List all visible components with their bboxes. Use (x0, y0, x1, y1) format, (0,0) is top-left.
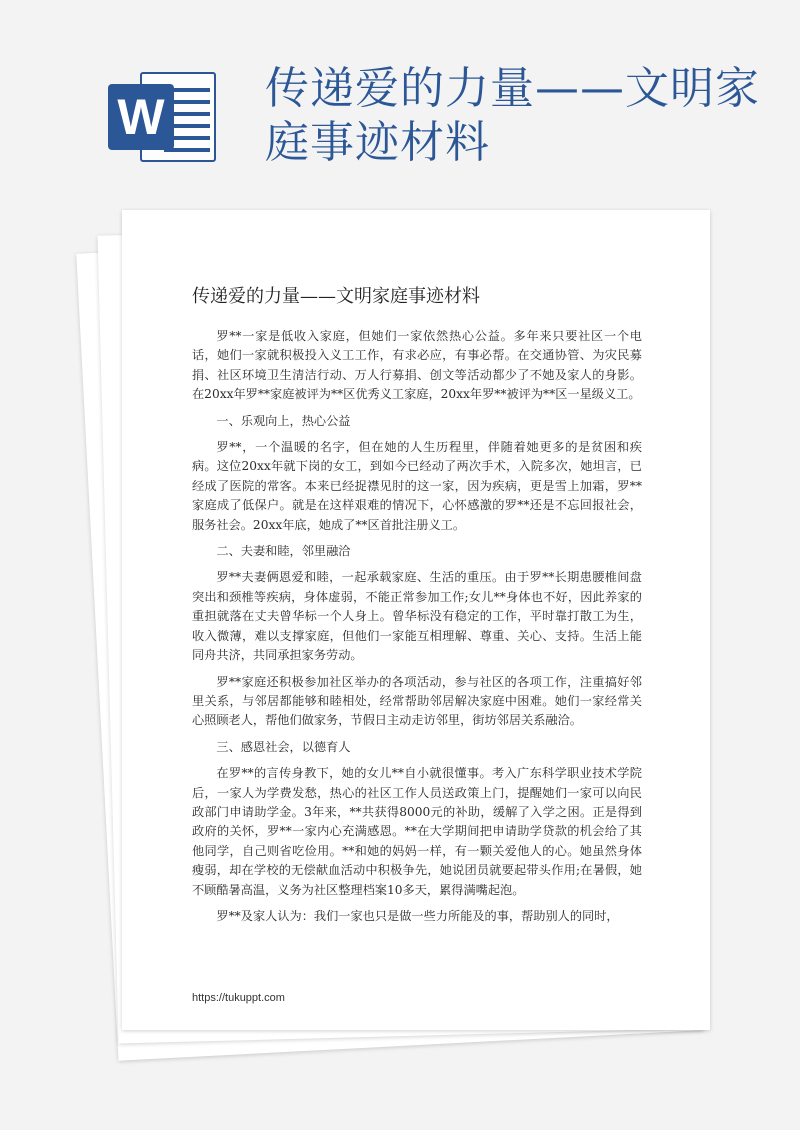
paragraph-section-1: 罗**，一个温暖的名字，但在她的人生历程里，伴随着她更多的是贫困和疾病。这位20xx年就下岗的女工，到如今已经动了两次手术，入院多次，她坦言，已经成了医院的常客。本来已经捉襟见肘的这一家，因为疾病，更是雪上加霜，罗**家庭成了低保户。就是在这样艰难的情况下，心怀感激的罗**还是不忘回报社会，服务社会。20xx年底，她成了**区首批注册义工。 (192, 440, 642, 532)
header (0, 0, 800, 205)
document-page (122, 210, 710, 1030)
section-heading-2: 二、夫妻和睦，邻里融洽 (216, 544, 351, 559)
section-heading-3: 三、感恩社会，以德育人 (216, 739, 351, 754)
paragraph-section-3: 在罗**的言传身教下，她的女儿**自小就很懂事。考入广东科学职业技术学院后，一家人为学费发愁，热心的社区工作人员送政策上门，提醒她们一家可以向民政部门申请助学金。3年来，**共获得8000元的补助，缓解了入学之困。正是得到政府的关怀，罗**一家内心充满感恩。**在大学期间把申请助学贷款的机会给了其他同学，自己则省吃俭用。**和她的妈妈一样，有一颗关爱他人的心。她虽然身体瘦弱，却在学校的无偿献血活动中积极争先，她说团员就要起带头作用;在暑假，她不顾酷暑高温，义务为社区整理档案10多天，累得满嘴起泡。 (192, 766, 642, 897)
source-url[interactable]: https://tukuppt.com (192, 992, 285, 1004)
paragraph-section-2a: 罗**夫妻俩恩爱和睦，一起承载家庭、生活的重压。由于罗**长期患腰椎间盘突出和颈椎等疾病，身体虚弱，不能正常参加工作;女儿**身体也不好，因此养家的重担就落在丈夫曾华标一个人身上。曾华标没有稳定的工作，平时靠打散工为生，收入微薄，难以支撑家庭，但他们一家能互相理解、尊重、关心、支持。生活上能同舟共济，共同承担家务劳动。 (192, 570, 642, 663)
word-letter-badge: W (108, 84, 174, 150)
word-document-icon (108, 72, 218, 162)
document-title: 传递爱的力量——文明家庭事迹材料 (192, 286, 480, 307)
paragraph-closing: 罗**及家人认为：我们一家也只是做一些力所能及的事，帮助别人的同时， (216, 908, 619, 923)
paragraph-intro: 罗**一家是低收入家庭，但她们一家依然热心公益。多年来只要社区一个电话，她们一家就积极投入义工工作，有求必应，有事必帮。在交通协管、为灾民募捐、社区环境卫生清洁行动、万人行募捐、创文等活动都少了不她及家人的身影。在20xx年罗**家庭被评为**区优秀义工家庭，20xx年罗**被评为**区一星级义工。 (192, 329, 642, 402)
paragraph-section-2b: 罗**家庭还积极参加社区举办的各项活动，参与社区的各项工作，注重搞好邻里关系，与邻居都能够和睦相处，经常帮助邻居解决家庭中困难。她们一家经常关心照顾老人，帮他们做家务，节假日主动走访邻里，街坊邻居关系融洽。 (192, 674, 642, 728)
page-title: 传递爱的力量——文明家庭事迹材料 (265, 63, 760, 168)
document-body (192, 327, 642, 933)
section-heading-1: 一、乐观向上，热心公益 (216, 413, 351, 428)
